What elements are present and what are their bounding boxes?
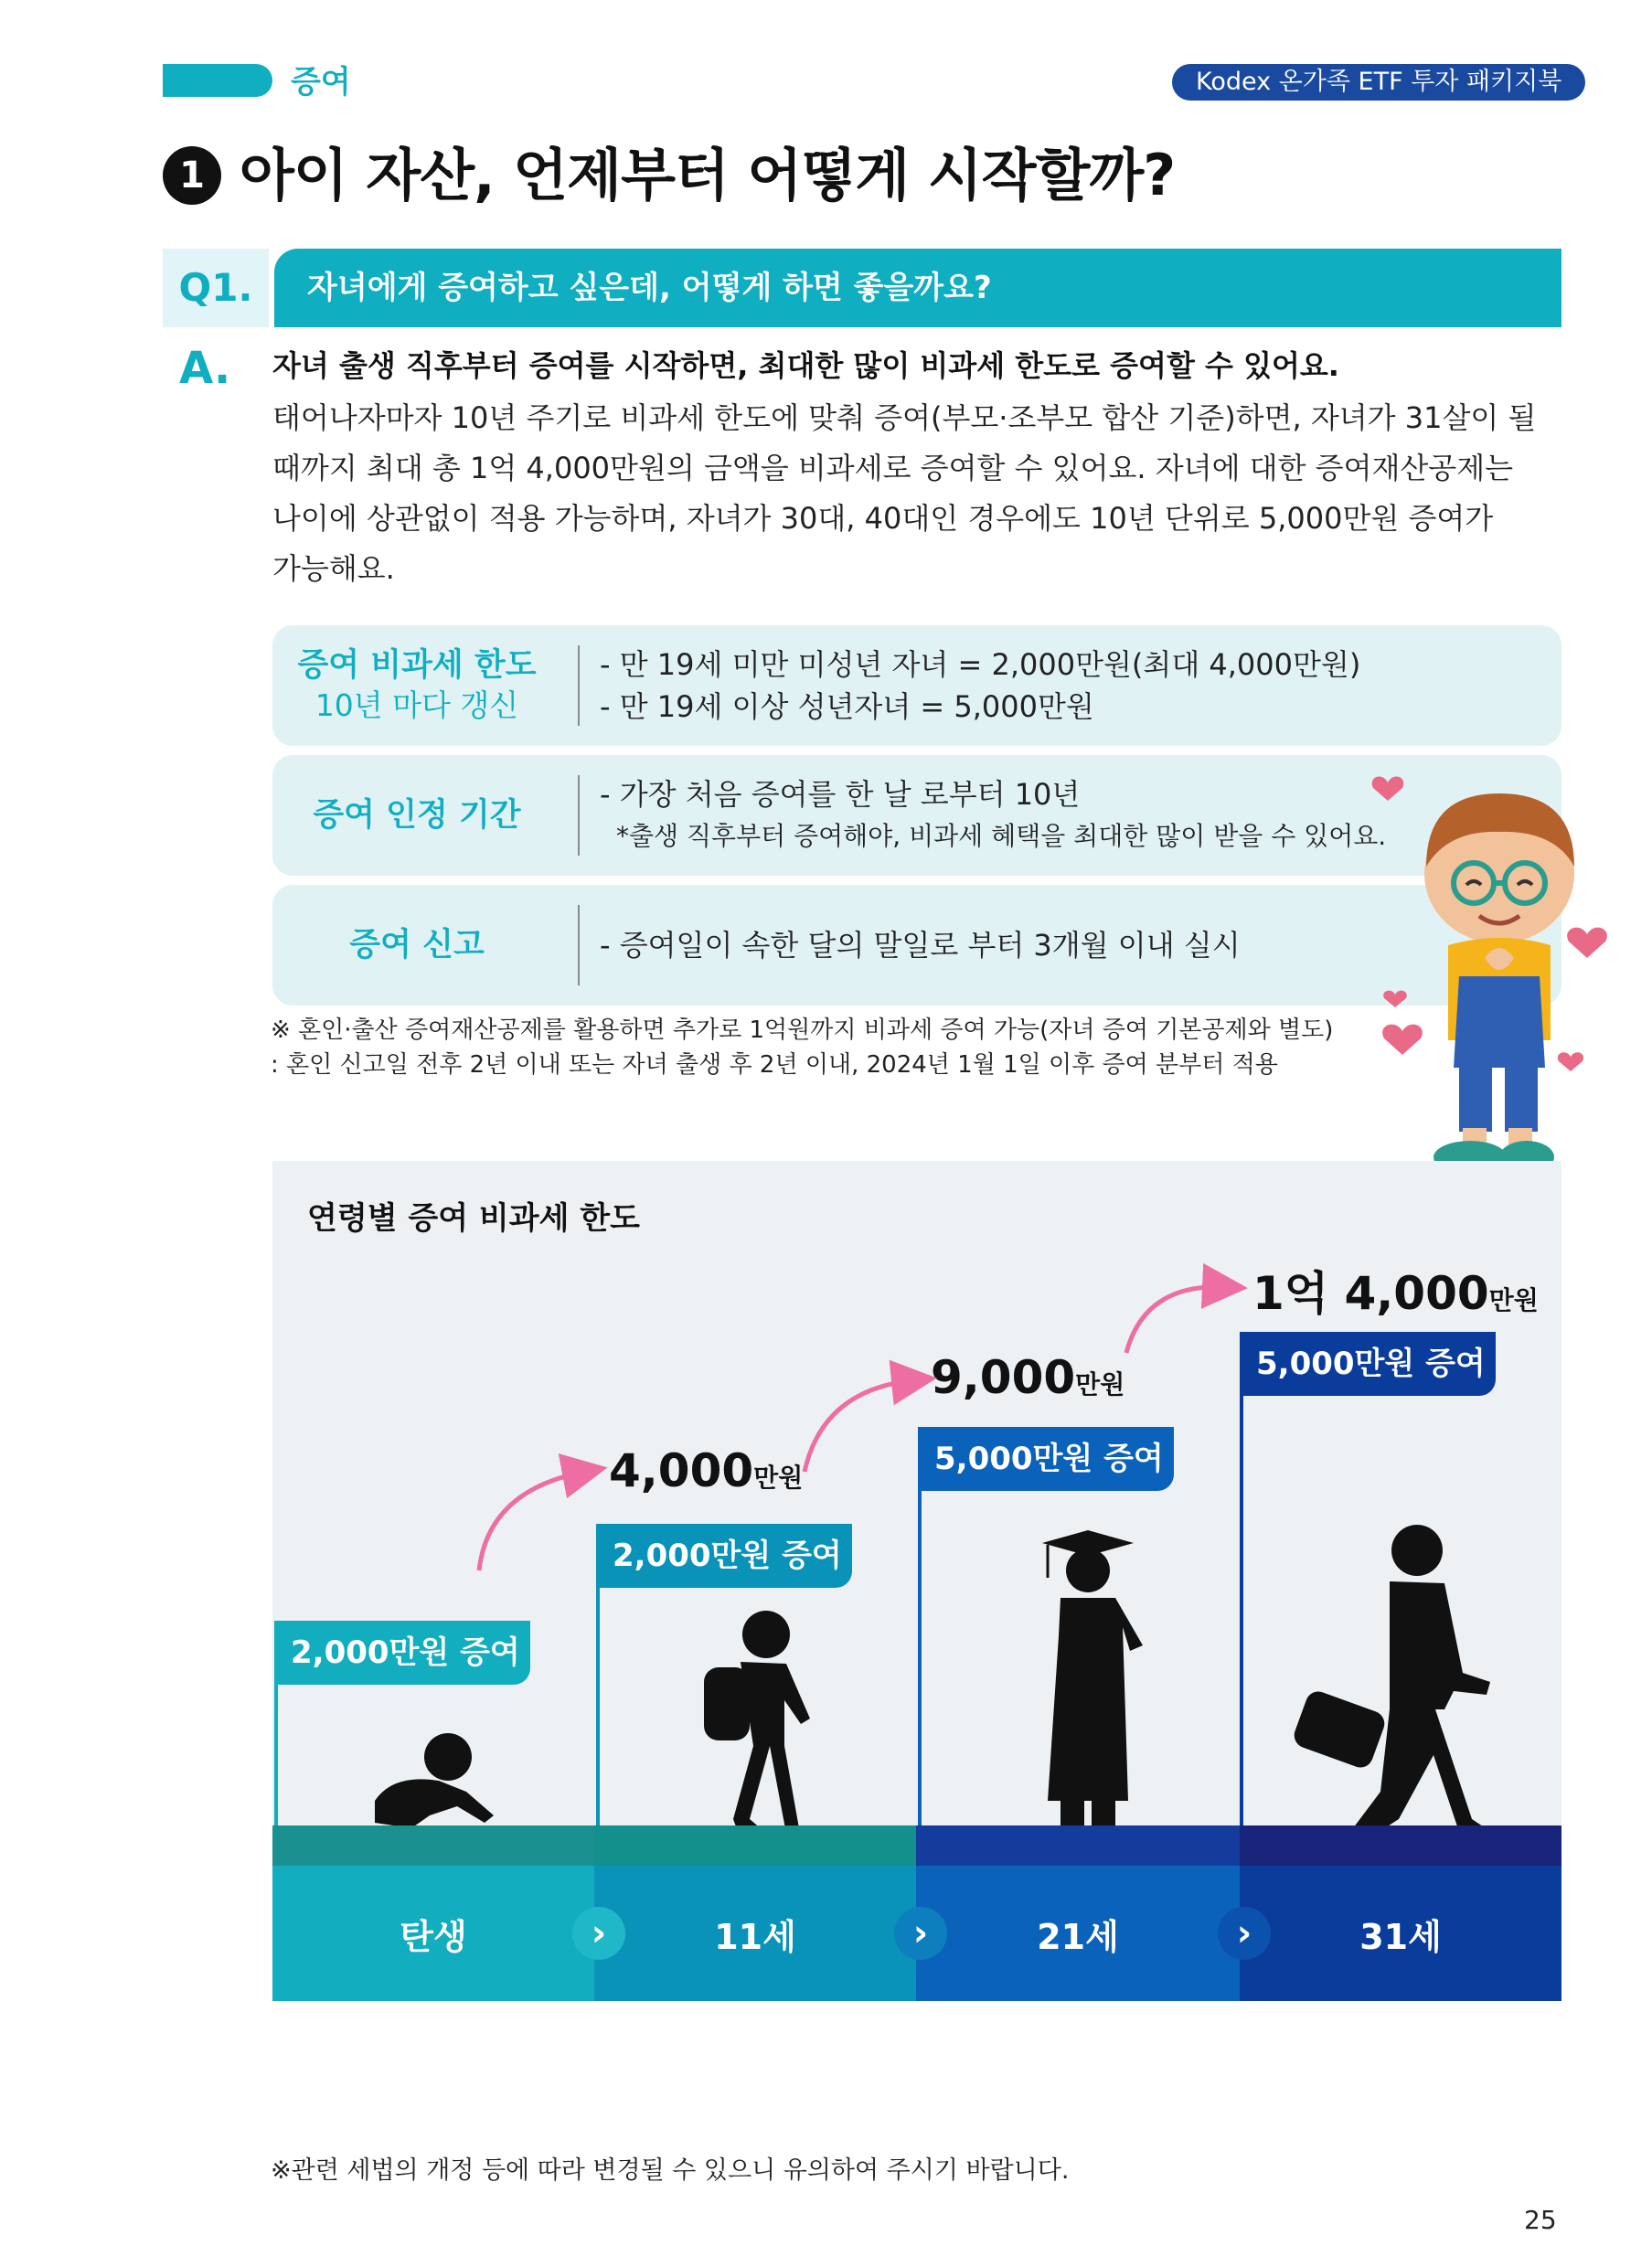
schoolchild-silhouette bbox=[686, 1600, 832, 1856]
info-box-period bbox=[272, 755, 1561, 876]
question-text: 자녀에게 증여하고 싶은데, 어떻게 하면 좋을까요? bbox=[307, 270, 992, 306]
answer-line: 나이에 상관없이 적용 가능하며, 자녀가 30대, 40대인 경우에도 10년 단위로 5,000만원 증여가 bbox=[272, 501, 1494, 536]
gift-tag-birth: 2,000만원 증여 bbox=[274, 1621, 530, 1685]
heart-icon bbox=[1383, 991, 1407, 1007]
businessman-silhouette bbox=[1280, 1517, 1499, 1865]
note-line: : 혼인 신고일 전후 2년 이내 또는 자녀 출생 후 2년 이내, 2024년 1월 1일 이후 증여 분부터 적용 bbox=[271, 1051, 1278, 1079]
heart-icon bbox=[1382, 1025, 1423, 1055]
total-unit: 만원 bbox=[753, 1463, 804, 1493]
gift-tag-31: 5,000만원 증여 bbox=[1240, 1332, 1496, 1396]
heart-icon bbox=[1558, 1052, 1583, 1071]
title-number-badge: 1 bbox=[163, 146, 221, 205]
info-title: 증여 비과세 한도 bbox=[297, 647, 537, 684]
chart-title: 연령별 증여 비과세 한도 bbox=[307, 1200, 640, 1237]
total-value: 4,000 bbox=[609, 1444, 754, 1497]
ground-11 bbox=[594, 1825, 916, 1866]
total-unit: 만원 bbox=[1488, 1285, 1539, 1315]
info-line: - 증여일이 속한 달의 말일로 부터 3개월 이내 실시 bbox=[600, 928, 1241, 963]
cumulative-total-31 bbox=[1252, 1257, 1539, 1323]
info-subtitle: 10년 마다 갱신 bbox=[314, 687, 519, 723]
info-box-report bbox=[272, 885, 1561, 1006]
page-title: 아이 자산, 언제부터 어떻게 시작할까? bbox=[240, 142, 1176, 208]
gift-tag-11: 2,000만원 증여 bbox=[596, 1524, 852, 1588]
footer-note: ※관련 세법의 개정 등에 따라 변경될 수 있으니 유의하여 주시기 바랍니다. bbox=[271, 2156, 1070, 2185]
answer-lead: 자녀 출생 직후부터 증여를 시작하면, 최대한 많이 비과세 한도로 증여할 수 있어요. bbox=[272, 348, 1339, 383]
chevron-right-icon: › bbox=[894, 1907, 947, 1960]
divider bbox=[578, 775, 580, 856]
note-line: ※ 혼인·출산 증여재산공제를 활용하면 추가로 1억원까지 비과세 증여 가능(자녀 증여 기본공제와 별도) bbox=[271, 1016, 1334, 1044]
book-badge: Kodex 온가족 ETF 투자 패키지북 bbox=[1172, 64, 1585, 101]
chevron-right-icon: › bbox=[572, 1907, 625, 1960]
ground-21 bbox=[916, 1825, 1240, 1866]
divider bbox=[578, 905, 580, 985]
total-unit: 만원 bbox=[1075, 1369, 1125, 1400]
info-title: 증여 인정 기간 bbox=[313, 797, 521, 834]
answer-line: 때까지 최대 총 1억 4,000만원의 금액을 비과세로 증여할 수 있어요. 자녀에 대한 증여재산공제는 bbox=[272, 451, 1514, 485]
arrow-icon bbox=[1126, 1287, 1225, 1353]
age-band-birth: 탄생 bbox=[272, 1866, 594, 2001]
age-band-11: 11세 bbox=[594, 1866, 916, 2001]
section-label: 증여 bbox=[291, 64, 351, 101]
total-value: 9,000 bbox=[931, 1351, 1076, 1404]
question-label: Q1. bbox=[163, 249, 269, 327]
divider bbox=[578, 645, 580, 726]
page-number: 25 bbox=[1524, 2205, 1557, 2235]
answer-line: 태어나자마자 10년 주기로 비과세 한도에 맞춰 증여(부모·조부모 합산 기준)하면, 자녀가 31살이 될 bbox=[272, 400, 1537, 435]
info-line: - 가장 처음 증여를 한 날 로부터 10년 bbox=[600, 777, 1081, 812]
answer-body bbox=[272, 393, 1552, 594]
age-band-31: 31세 bbox=[1240, 1866, 1561, 2001]
total-value: 1억 4,000 bbox=[1252, 1267, 1489, 1320]
gift-tag-21: 5,000만원 증여 bbox=[918, 1427, 1174, 1491]
section-pill bbox=[163, 64, 272, 97]
arrow-icon bbox=[479, 1472, 585, 1570]
baby-silhouette bbox=[357, 1728, 521, 1837]
answer-line: 가능해요. bbox=[272, 551, 395, 586]
boy-character-illustration bbox=[1371, 766, 1618, 1187]
heart-icon bbox=[1372, 776, 1404, 801]
graduate-silhouette bbox=[1015, 1527, 1161, 1865]
info-line: - 만 19세 이상 성년자녀 = 5,000만원 bbox=[600, 689, 1094, 724]
arrow-icon bbox=[805, 1380, 914, 1472]
ground-birth bbox=[272, 1825, 594, 1866]
age-band-21: 21세 bbox=[916, 1866, 1240, 2001]
info-footnote: *출생 직후부터 증여해야, 비과세 혜택을 최대한 많이 받을 수 있어요. bbox=[616, 821, 1387, 851]
info-line: - 만 19세 미만 미성년 자녀 = 2,000만원(최대 4,000만원) bbox=[600, 647, 1361, 682]
info-box-tax-free-limit bbox=[272, 625, 1561, 746]
ground-31 bbox=[1240, 1825, 1561, 1866]
chevron-right-icon: › bbox=[1218, 1907, 1271, 1960]
info-title: 증여 신고 bbox=[349, 927, 485, 963]
answer-label: A. bbox=[179, 343, 231, 394]
heart-icon bbox=[1567, 928, 1607, 958]
